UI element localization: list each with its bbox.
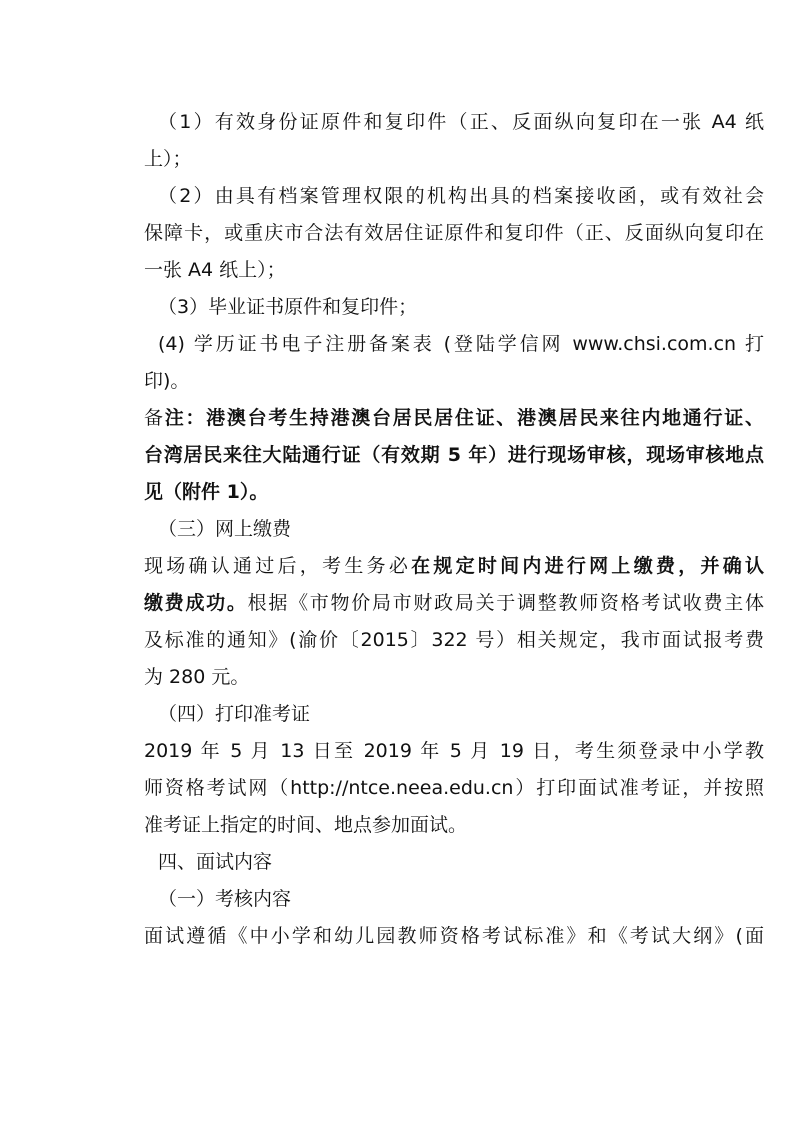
paragraph — [144, 844, 764, 881]
document-body — [144, 104, 764, 955]
text-line — [144, 585, 764, 622]
text-line: （一）考核内容 — [158, 888, 292, 910]
text-segment: 根据《市物价局市财政局关于调整教师资格考试收费主体 — [247, 592, 764, 614]
text-line: 及标准的通知》(渝价〔2015〕322 号）相关规定，我市面试报考费 — [144, 629, 764, 651]
paragraph — [144, 548, 764, 696]
text-line — [144, 474, 764, 511]
bold-text: 注：港澳台考生持港澳台居民居住证、港澳居民来往内地通行证、 — [164, 407, 764, 429]
text-line — [144, 400, 764, 437]
text-line: （2）由具有档案管理权限的机构出具的档案接收函，或有效社会 — [158, 185, 764, 207]
text-segment: 现场确认通过后，考生务必 — [144, 555, 412, 577]
text-line: 师资格考试网（http://ntce.neea.edu.cn）打印面试准考证，并按照 — [144, 777, 764, 799]
paragraph — [144, 326, 764, 400]
paragraph — [144, 733, 764, 844]
bold-text: 台湾居民来往大陆通行证（有效期 5 年）进行现场审核，现场审核地点 — [144, 444, 764, 466]
text-line: （3）毕业证书原件和复印件； — [158, 296, 418, 318]
text-line: （四）打印准考证 — [158, 703, 311, 725]
paragraph — [144, 696, 764, 733]
text-line: 上）； — [144, 148, 192, 170]
text-segment: 备 — [144, 407, 165, 429]
text-line — [144, 548, 764, 585]
paragraph — [144, 104, 764, 178]
text-line: 保障卡，或重庆市合法有效居住证原件和复印件（正、反面纵向复印在 — [144, 222, 764, 244]
paragraph — [144, 178, 764, 289]
text-line: 面试遵循《中小学和幼儿园教师资格考试标准》和《考试大纲》(面 — [144, 925, 764, 947]
paragraph — [144, 881, 764, 918]
text-line: 四、面试内容 — [158, 851, 273, 873]
text-line: 一张 A4 纸上）； — [144, 259, 286, 281]
bold-text: 在规定时间内进行网上缴费，并确认 — [411, 555, 764, 577]
bold-text: 缴费成功。 — [144, 592, 248, 614]
text-line: 准考证上指定的时间、地点参加面试。 — [144, 814, 468, 836]
text-line: 为 280 元。 — [144, 666, 250, 688]
text-line: 印)。 — [144, 370, 190, 392]
text-line: （三）网上缴费 — [158, 518, 292, 540]
paragraph — [144, 289, 764, 326]
bold-text: 见（附件 1）。 — [144, 481, 269, 503]
paragraph — [144, 511, 764, 548]
paragraph — [144, 918, 764, 955]
text-line: (4) 学历证书电子注册备案表 (登陆学信网 www.chsi.com.cn 打 — [158, 333, 764, 355]
paragraph — [144, 400, 764, 511]
text-line — [144, 437, 764, 474]
text-line: （1）有效身份证原件和复印件（正、反面纵向复印在一张 A4 纸 — [158, 111, 764, 133]
text-line: 2019 年 5 月 13 日至 2019 年 5 月 19 日，考生须登录中小学教 — [144, 740, 764, 762]
